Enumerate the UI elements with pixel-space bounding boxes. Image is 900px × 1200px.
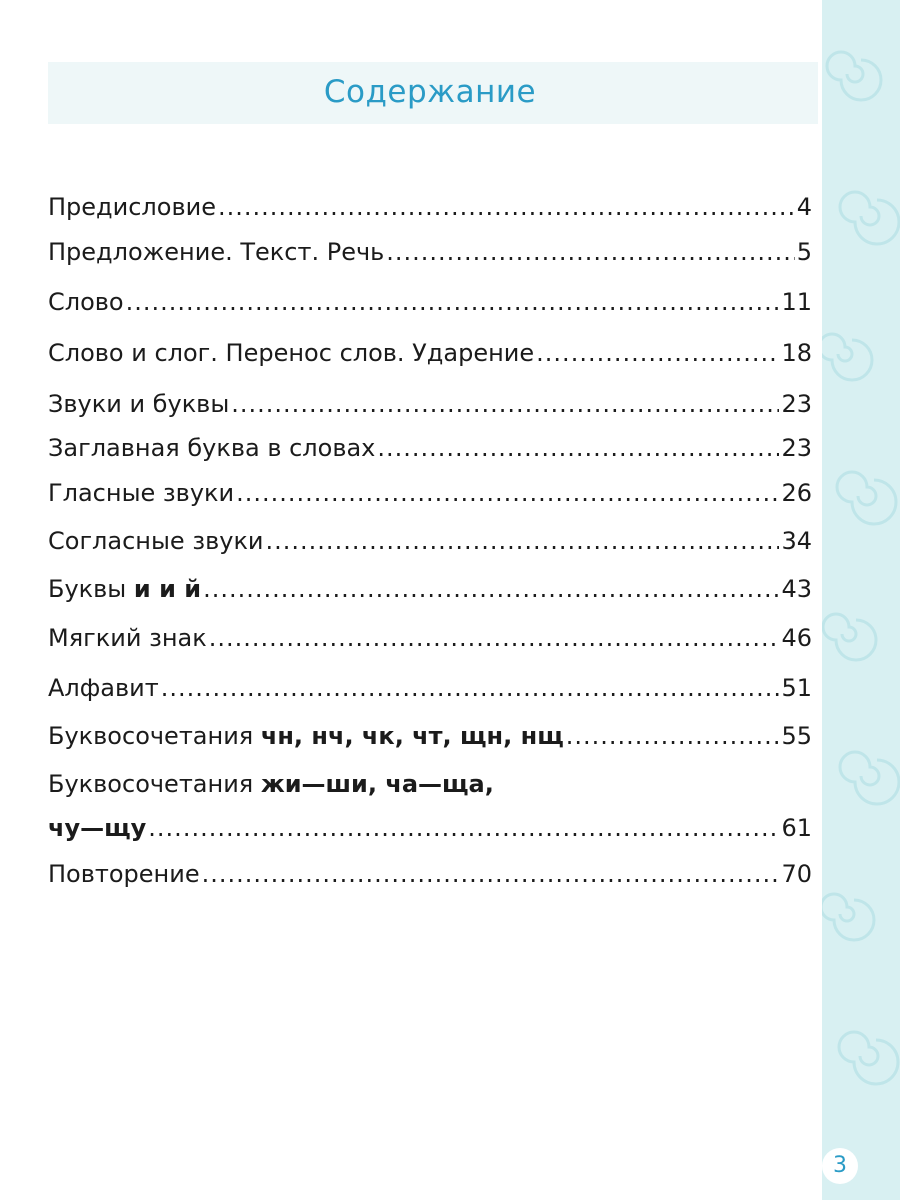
toc-entry-page: 55 [781,722,812,750]
toc-entry-page: 34 [781,527,812,555]
toc-leader-dots [161,673,780,703]
toc-entry-label-bold: жи—ши, ча—ща, [260,770,494,798]
decorative-margin-band [822,0,900,1200]
toc-entry[interactable] [48,389,812,419]
toc-entry-label [48,721,564,751]
toc-entry[interactable] [48,526,812,556]
toc-entry-label: Слово [48,288,124,316]
toc-entry-page: 61 [781,814,812,842]
toc-leader-dots [236,478,779,508]
toc-entry[interactable] [48,721,812,751]
toc-leader-dots [386,237,794,267]
toc-entry-page: 11 [781,288,812,316]
toc-entry-page: 23 [781,390,812,418]
toc-entry-page: 5 [796,238,812,266]
toc-leader-dots [566,721,780,751]
toc-entry-label: Слово и слог. Перенос слов. Ударение [48,339,535,367]
toc-entry-continuation [48,813,812,843]
toc-leader-dots [209,623,780,653]
toc-entry[interactable] [48,769,812,849]
toc-entry-label: Мягкий знак [48,624,207,652]
toc-entry[interactable] [48,237,812,267]
toc-entry-label: Согласные звуки [48,527,264,555]
toc-entry-label: Повторение [48,860,200,888]
toc-entry-label-bold-line2: чу—щу [48,814,147,842]
toc-entry[interactable] [48,574,812,604]
toc-entry-page: 26 [781,479,812,507]
toc-leader-dots [231,389,779,419]
toc-entry-page: 51 [781,674,812,702]
toc-entry-page: 4 [796,193,812,221]
toc-entry-label: Предложение. Текст. Речь [48,238,385,266]
toc-entry-label [48,769,494,799]
toc-leader-dots [126,287,780,317]
toc-entry-label: Предисловие [48,193,216,221]
toc-entry-label [48,574,201,604]
toc-entry[interactable] [48,859,812,889]
toc-leader-dots [266,526,780,556]
toc-entry-label-bold: чн, нч, чк, чт, щн, нщ [260,722,564,750]
page-title: Содержание [323,74,537,110]
toc-entry[interactable] [48,623,812,653]
toc-entry[interactable] [48,287,812,317]
toc-entry-label-bold: и и й [133,575,202,603]
toc-entry-label-prefix: Буквосочетания [48,722,261,750]
toc-entry-page: 46 [781,624,812,652]
toc-leader-dots [536,338,779,368]
toc-entry-page: 18 [781,339,812,367]
toc-entry-label: Алфавит [48,674,159,702]
toc-entry-label: Звуки и буквы [48,390,230,418]
toc-entry-label: Заглавная буква в словах [48,434,376,462]
toc-entry[interactable] [48,433,812,463]
toc-leader-dots [148,813,779,843]
toc-entry-label-prefix: Буквы [48,575,134,603]
toc-entry[interactable] [48,338,812,368]
toc-entry-page: 23 [781,434,812,462]
toc-leader-dots [202,859,780,889]
toc-entry-label-prefix: Буквосочетания [48,770,261,798]
toc-leader-dots [218,192,795,222]
toc-entry[interactable] [48,673,812,703]
toc-entry[interactable] [48,192,812,222]
toc-entry-page: 43 [781,575,812,603]
page-number: 3 [822,1148,858,1184]
toc-entry-label: Гласные звуки [48,479,235,507]
toc-entry[interactable] [48,478,812,508]
toc-entry-page: 70 [781,860,812,888]
toc-leader-dots [203,574,779,604]
toc-leader-dots [377,433,779,463]
swirl-pattern-icon [822,0,900,1200]
